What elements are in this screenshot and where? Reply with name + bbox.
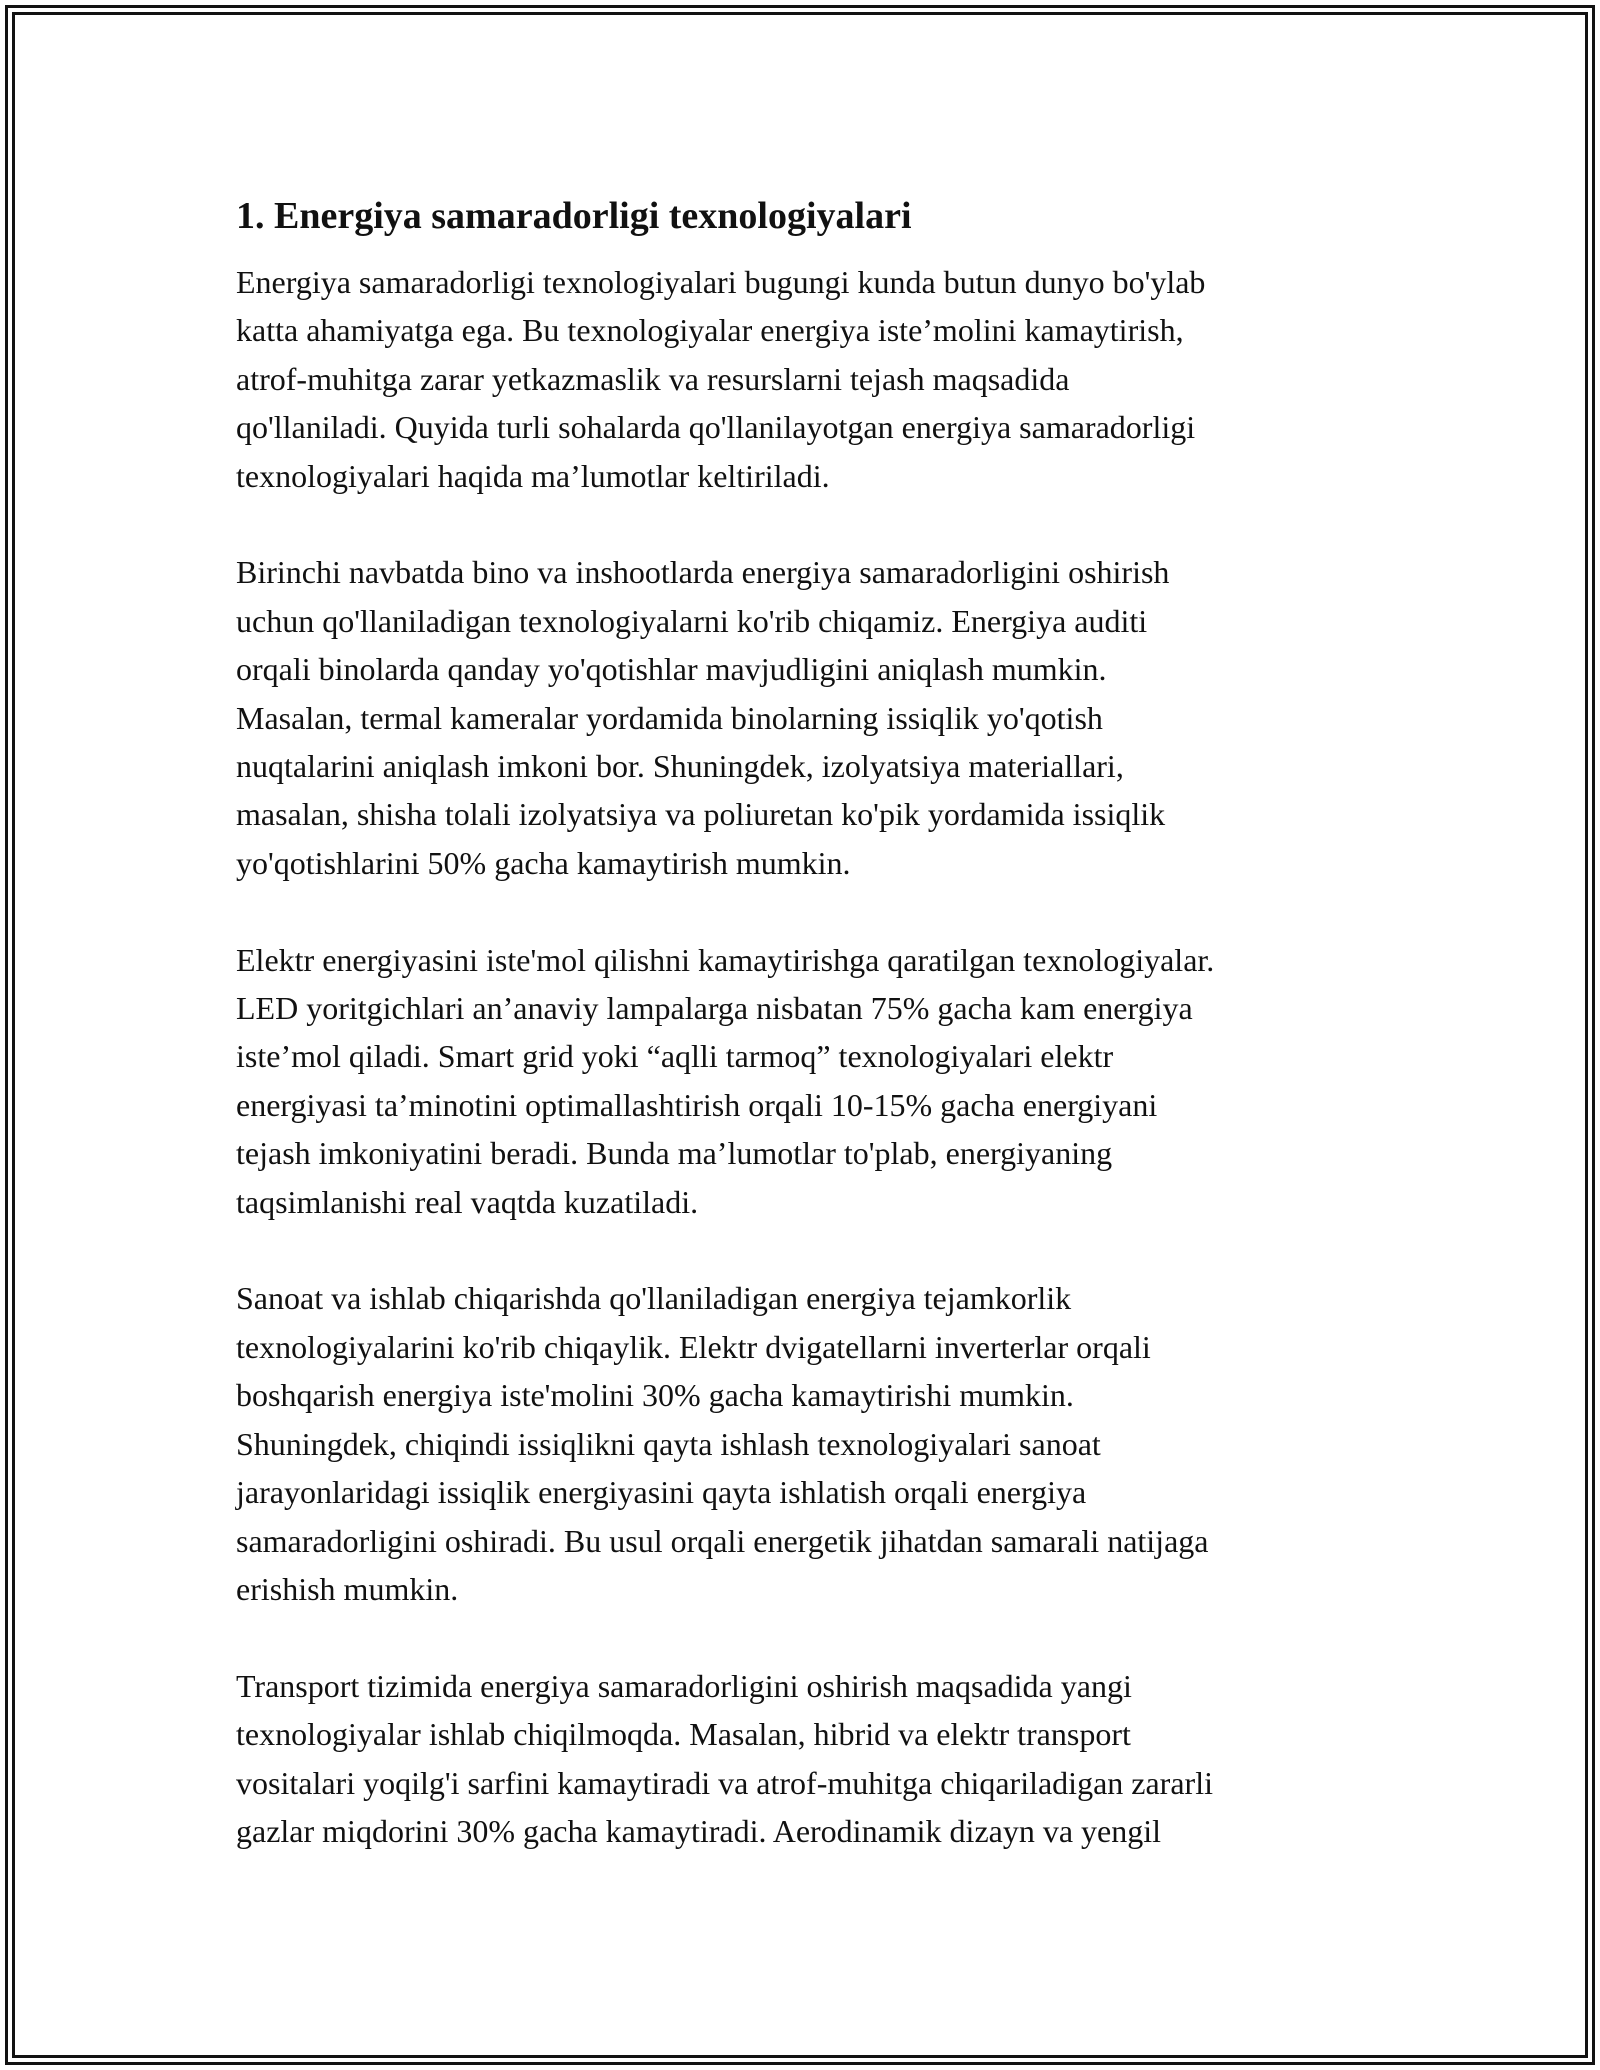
text-line: orqali binolarda qanday yo'qotishlar mavjudligini aniqlash mumkin.: [236, 651, 1107, 688]
text-line: erishish mumkin.: [236, 1570, 459, 1607]
text-line: Energiya samaradorligi texnologiyalari bugungi kunda butun dunyo bo'ylab: [236, 264, 1206, 300]
paragraph-electricity: [236, 936, 1366, 1226]
text-line: vositalari yoqilg'i sarfini kamaytiradi va atrof-muhitga chiqariladigan zararli: [236, 1764, 1213, 1801]
text-line: qo'llaniladi. Quyida turli sohalarda qo'llanilayotgan energiya samaradorligi: [236, 409, 1196, 446]
text-line: energiyasi ta’minotini optimallashtirish orqali 10-15% gacha energiyani: [236, 1086, 1158, 1123]
text-line: katta ahamiyatga ega. Bu texnologiyalar energiya iste’molini kamaytirish,: [236, 312, 1184, 349]
text-line: Elektr energiyasini iste'mol qilishni kamaytirishga qaratilgan texnologiyalar.: [236, 941, 1215, 978]
paragraph-transport: [236, 1662, 1366, 1856]
text-line: iste’mol qiladi. Smart grid yoki “aqlli tarmoq” texnologiyalari elektr: [236, 1038, 1114, 1075]
text-line: boshqarish energiya iste'molini 30% gacha kamaytirishi mumkin.: [236, 1377, 1074, 1414]
text-line: Masalan, termal kameralar yordamida binolarning issiqlik yo'qotish: [236, 699, 1103, 736]
text-line: nuqtalarini aniqlash imkoni bor. Shuningdek, izolyatsiya materiallari,: [236, 748, 1124, 785]
text-line: LED yoritgichlari an’anaviy lampalarga nisbatan 75% gacha kam energiya: [236, 990, 1193, 1027]
text-line: texnologiyalarini ko'rib chiqaylik. Elektr dvigatellarni inverterlar orqali: [236, 1328, 1151, 1365]
text-line: taqsimlanishi real vaqtda kuzatiladi.: [236, 1183, 699, 1220]
text-line: Sanoat va ishlab chiqarishda qo'llaniladigan energiya tejamkorlik: [236, 1280, 1072, 1317]
section-heading: 1. Energiya samaradorligi texnologiyalari: [236, 195, 912, 237]
text-line: texnologiyalari haqida ma’lumotlar keltiriladi.: [236, 457, 830, 494]
text-line: masalan, shisha tolali izolyatsiya va poliuretan ko'pik yordamida issiqlik: [236, 796, 1166, 833]
document-body: [236, 188, 1366, 1904]
text-line: yo'qotishlarini 50% gacha kamaytirish mumkin.: [236, 844, 851, 881]
text-line: atrof-muhitga zarar yetkazmaslik va resurslarni tejash maqsadida: [236, 360, 1070, 397]
text-line: Birinchi navbatda bino va inshootlarda energiya samaradorligini oshirish: [236, 554, 1170, 591]
text-line: samaradorligini oshiradi. Bu usul orqali energetik jihatdan samarali natijaga: [236, 1522, 1209, 1559]
text-line: jarayonlaridagi issiqlik energiyasini qayta ishlatish orqali energiya: [236, 1474, 1087, 1511]
paragraph-industry: [236, 1274, 1366, 1613]
text-line: Transport tizimida energiya samaradorligini oshirish maqsadida yangi: [236, 1667, 1132, 1704]
text-line: uchun qo'llaniladigan texnologiyalarni ko'rib chiqamiz. Energiya auditi: [236, 602, 1148, 639]
paragraph-intro: [236, 258, 1366, 500]
text-line: tejash imkoniyatini beradi. Bunda ma’lumotlar to'plab, energiyaning: [236, 1135, 1113, 1172]
text-line: texnologiyalar ishlab chiqilmoqda. Masalan, hibrid va elektr transport: [236, 1716, 1131, 1753]
text-line: Shuningdek, chiqindi issiqlikni qayta ishlash texnologiyalari sanoat: [236, 1425, 1101, 1462]
paragraph-buildings: [236, 548, 1366, 887]
text-line: gazlar miqdorini 30% gacha kamaytiradi. Aerodinamik dizayn va yengil: [236, 1812, 1162, 1849]
